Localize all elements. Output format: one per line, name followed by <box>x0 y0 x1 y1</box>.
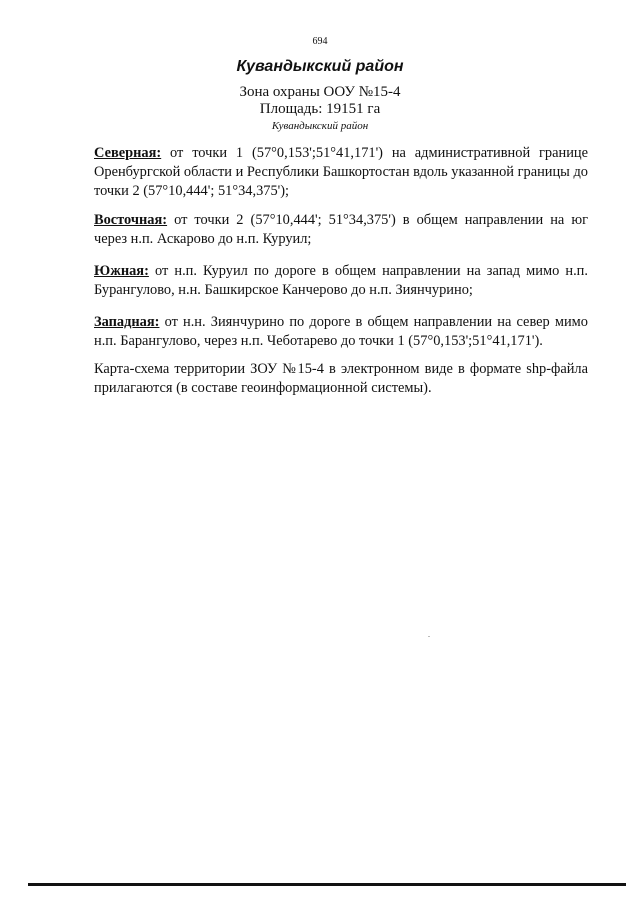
district-heading: Кувандыкский район <box>236 58 404 75</box>
south-border-label: Южная: <box>94 263 149 279</box>
page-number: 694 <box>312 36 328 47</box>
north-border-label: Северная: <box>94 145 162 161</box>
north-border-paragraph <box>94 144 588 201</box>
bottom-rule <box>28 883 626 886</box>
west-border-paragraph <box>94 313 588 351</box>
map-note-paragraph: Карта-схема территории ЗОУ №15-4 в электронном виде в формате shp-файла прилагаются (в составе геоинформационной системы). <box>94 361 588 396</box>
east-border-label: Восточная: <box>94 212 168 228</box>
east-border-paragraph <box>94 211 588 249</box>
west-border-label: Западная: <box>94 314 160 330</box>
south-border-text: от н.п. Куруил по дороге в общем направлении на запад мимо н.п. Бурангулово, н.н. Башкирское Канчерово до н.п. Зиянчурино; <box>94 263 588 298</box>
zone-area: Площадь: 19151 га <box>259 101 381 117</box>
west-border-text: от н.н. Зиянчурино по дороге в общем направлении на север мимо н.п. Барангулово, через н.п. Чеботарево до точки 1 (57°0,153';51°41,171'). <box>94 314 588 349</box>
zone-title: Зона охраны ООУ №15-4 <box>239 84 401 100</box>
scan-artifact-dot <box>428 636 430 637</box>
zone-district: Кувандыкский район <box>271 120 369 132</box>
east-border-text: от точки 2 (57°10,444'; 51°34,375') в общем направлении на юг через н.п. Аскарово до н.п. Куруил; <box>94 212 588 247</box>
south-border-paragraph <box>94 262 588 300</box>
north-border-text: от точки 1 (57°0,153';51°41,171') на административной границе Оренбургской области и Республики Башкортостан вдоль указанной границы до точки 2 (57°10,444'; 51°34,375'); <box>94 145 588 199</box>
